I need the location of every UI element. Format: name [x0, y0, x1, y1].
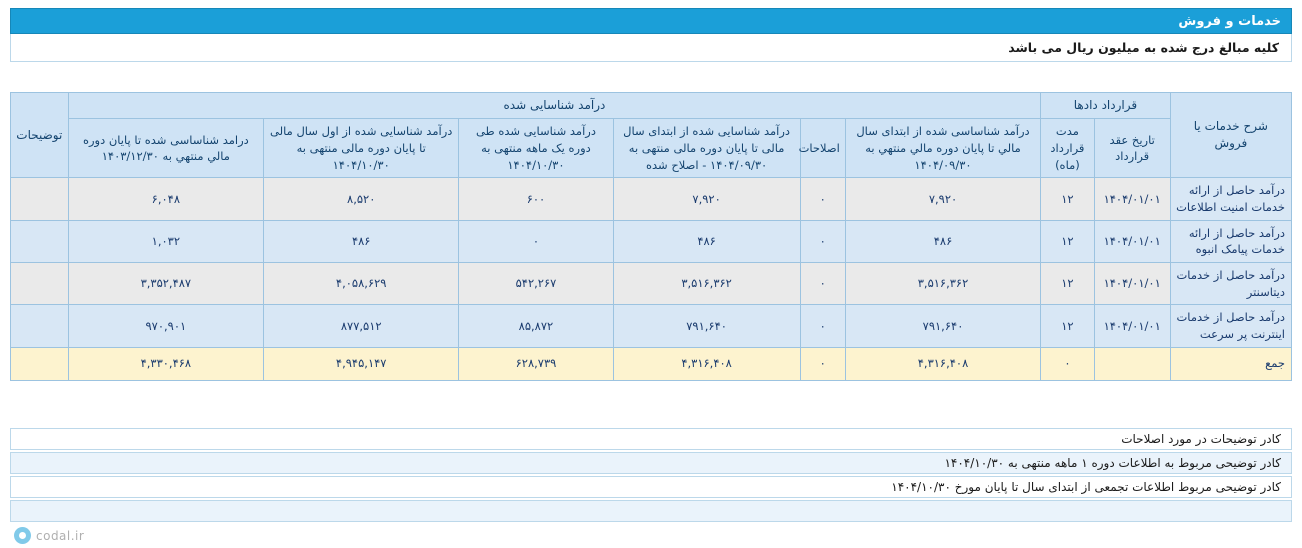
- cell-adjusted-cumulative: ۷۹۱,۶۴۰: [613, 305, 800, 347]
- table-row: [11, 220, 1292, 262]
- cell-adjustments: ۰: [800, 178, 845, 220]
- header-cumulative-to-0930: درآمد شناساسی شده از ابتدای سال مالي تا پايان دوره مالي منتهي به ۱۴۰۴/۰۹/۳۰: [845, 119, 1040, 178]
- cell-from-fy-start: ۴,۰۵۸,۶۲۹: [264, 263, 459, 305]
- table-header-sub-row: [11, 119, 1292, 178]
- section-header-bar: [10, 8, 1292, 34]
- table-row: [11, 178, 1292, 220]
- cell-cumulative-to-0930: ۴۸۶: [845, 220, 1040, 262]
- cell-total-prev-year: ۴,۳۳۰,۴۶۸: [68, 347, 263, 380]
- cell-adjusted-cumulative: ۳,۵۱۶,۳۶۲: [613, 263, 800, 305]
- cell-period-one-month: ۸۵,۸۷۲: [459, 305, 613, 347]
- cell-contract-date: ۱۴۰۴/۰۱/۰۱: [1094, 220, 1170, 262]
- cell-from-fy-start: ۸,۵۲۰: [264, 178, 459, 220]
- cell-cumulative-to-0930: ۷۹۱,۶۴۰: [845, 305, 1040, 347]
- header-contract-duration: مدت قرارداد (ماه): [1041, 119, 1094, 178]
- watermark-logo-icon: [14, 527, 31, 544]
- cell-notes: [11, 178, 69, 220]
- header-contract-group: قرارداد دادها: [1041, 93, 1171, 119]
- header-description: شرح خدمات یا فروش: [1170, 93, 1291, 178]
- table-body: [11, 178, 1292, 380]
- header-notes: توضیحات: [11, 93, 69, 178]
- cell-adjusted-cumulative: ۴۸۶: [613, 220, 800, 262]
- footnotes-container: [10, 428, 1292, 524]
- header-prev-year: درامد شناساسی شده تا پایان دوره مالي منتهي به ۱۴۰۳/۱۲/۳۰: [68, 119, 263, 178]
- table-row: [11, 263, 1292, 305]
- header-recognized-group: درآمد شناسایی شده: [68, 93, 1041, 119]
- cell-contract-date: ۱۴۰۴/۰۱/۰۱: [1094, 178, 1170, 220]
- cell-period-one-month: ۶۰۰: [459, 178, 613, 220]
- cell-from-fy-start: ۴۸۶: [264, 220, 459, 262]
- cell-description: درآمد حاصل از ارائه خدمات پیامک انبوه: [1170, 220, 1291, 262]
- cell-contract-date: ۱۴۰۴/۰۱/۰۱: [1094, 263, 1170, 305]
- cell-adjustments: ۰: [800, 263, 845, 305]
- cell-total-from-fy-start: ۴,۹۴۵,۱۴۷: [264, 347, 459, 380]
- cell-total-period-one-month: ۶۲۸,۷۳۹: [459, 347, 613, 380]
- cell-description: درآمد حاصل از خدمات اینترنت پر سرعت: [1170, 305, 1291, 347]
- header-adjusted-cumulative: درآمد شناسایی شده از ابتدای سال مالی تا پایان دوره مالی منتهی به ۱۴۰۴/۰۹/۳۰ - اصلاح شده: [613, 119, 800, 178]
- revenue-table-container: [10, 92, 1292, 381]
- cell-total-cumulative-to-0930: ۴,۳۱۶,۴۰۸: [845, 347, 1040, 380]
- cell-prev-year: ۳,۳۵۲,۴۸۷: [68, 263, 263, 305]
- cell-adjustments: ۰: [800, 220, 845, 262]
- cell-period-one-month: ۵۴۲,۲۶۷: [459, 263, 613, 305]
- cell-contract-duration: ۱۲: [1041, 220, 1094, 262]
- table-row: [11, 305, 1292, 347]
- header-period-one-month: درآمد شناسایی شده طی دوره یک ماهه منتهی به ۱۴۰۴/۱۰/۳۰: [459, 119, 613, 178]
- header-contract-date: تاریخ عقد قرارداد: [1094, 119, 1170, 178]
- page-title: خدمات و فروش: [1178, 13, 1281, 29]
- cell-contract-date: ۱۴۰۴/۰۱/۰۱: [1094, 305, 1170, 347]
- footnote-box-empty[interactable]: [10, 500, 1292, 522]
- units-note: کلیه مبالغ درج شده به میلیون ریال می باشد: [1008, 40, 1279, 55]
- cell-contract-duration: ۱۲: [1041, 263, 1094, 305]
- watermark-text: codal.ir: [36, 528, 85, 543]
- cell-total-notes: [11, 347, 69, 380]
- footnote-text: کادر توضیحی مربوط به اطلاعات دوره ۱ ماهه منتهی به ۱۴۰۴/۱۰/۳۰: [944, 456, 1281, 470]
- cell-total-label: جمع: [1170, 347, 1291, 380]
- cell-notes: [11, 220, 69, 262]
- cell-notes: [11, 263, 69, 305]
- watermark: [14, 527, 84, 544]
- table-header-group-row: [11, 93, 1292, 119]
- cell-cumulative-to-0930: ۷,۹۲۰: [845, 178, 1040, 220]
- table-head: [11, 93, 1292, 178]
- cell-adjustments: ۰: [800, 305, 845, 347]
- cell-total-contract-duration: ۰: [1041, 347, 1094, 380]
- cell-total-adjustments: ۰: [800, 347, 845, 380]
- units-note-bar: [10, 34, 1292, 62]
- footnote-box-monthly[interactable]: [10, 452, 1292, 474]
- footnote-box-adjustments[interactable]: [10, 428, 1292, 450]
- cell-prev-year: ۹۷۰,۹۰۱: [68, 305, 263, 347]
- cell-prev-year: ۶,۰۴۸: [68, 178, 263, 220]
- footnote-text: کادر توضیحی مربوط اطلاعات تجمعی از ابتدای سال تا پایان مورخ ۱۴۰۴/۱۰/۳۰: [891, 480, 1281, 494]
- footnote-box-cumulative[interactable]: [10, 476, 1292, 498]
- cell-total-adjusted-cumulative: ۴,۳۱۶,۴۰۸: [613, 347, 800, 380]
- cell-adjusted-cumulative: ۷,۹۲۰: [613, 178, 800, 220]
- cell-cumulative-to-0930: ۳,۵۱۶,۳۶۲: [845, 263, 1040, 305]
- header-adjustments: اصلاحات: [800, 119, 845, 178]
- cell-description: درآمد حاصل از خدمات دیتاسنتر: [1170, 263, 1291, 305]
- footnote-text: کادر توضیحات در مورد اصلاحات: [1121, 432, 1281, 446]
- cell-description: درآمد حاصل از ارائه خدمات امنیت اطلاعات: [1170, 178, 1291, 220]
- cell-contract-duration: ۱۲: [1041, 178, 1094, 220]
- cell-prev-year: ۱,۰۳۲: [68, 220, 263, 262]
- cell-from-fy-start: ۸۷۷,۵۱۲: [264, 305, 459, 347]
- cell-notes: [11, 305, 69, 347]
- table-total-row: [11, 347, 1292, 380]
- cell-contract-duration: ۱۲: [1041, 305, 1094, 347]
- header-from-fy-start: درآمد شناسایی شده از اول سال مالی تا پایان دوره مالی منتهی به ۱۴۰۴/۱۰/۳۰: [264, 119, 459, 178]
- cell-period-one-month: ۰: [459, 220, 613, 262]
- cell-total-contract-date: [1094, 347, 1170, 380]
- revenue-table: [10, 92, 1292, 381]
